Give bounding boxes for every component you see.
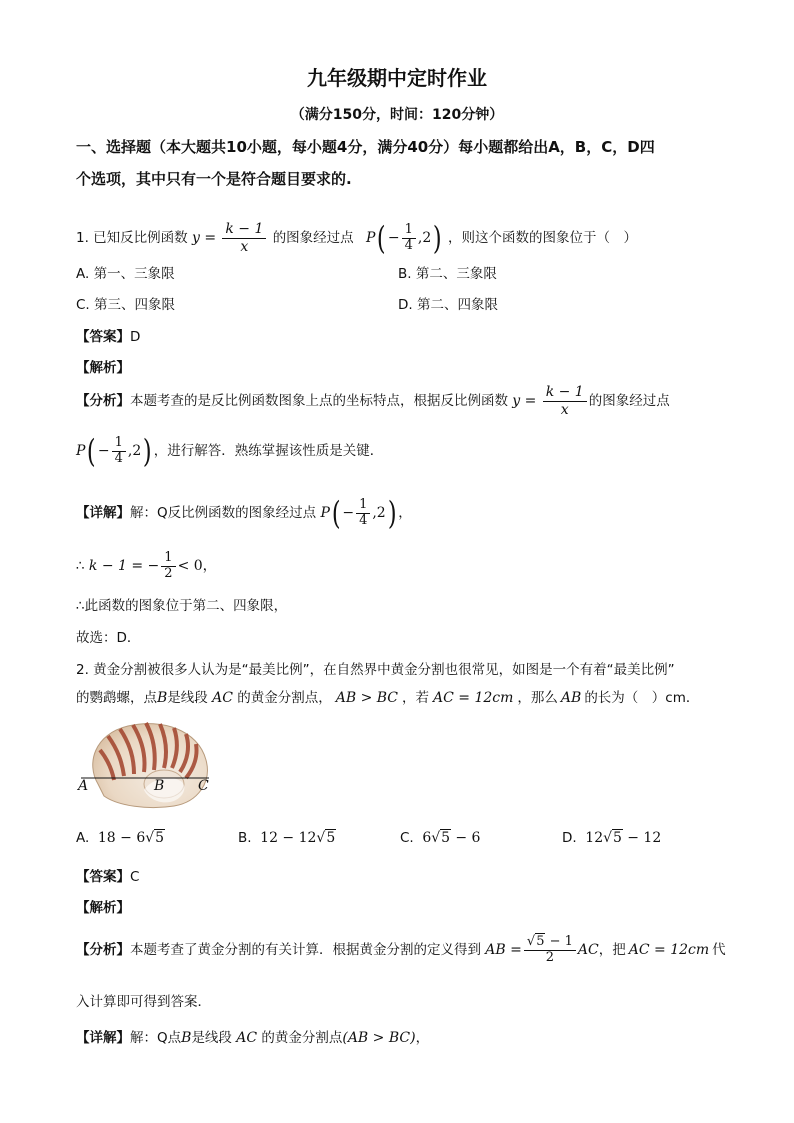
q1-fenxi-point-tail: ,2 bbox=[127, 443, 142, 459]
q1-detail-point-den: 4 bbox=[359, 512, 368, 528]
q2-line2-e: 的黄金分割点， bbox=[237, 690, 332, 706]
q1-fenxi-text2: 的图象经过点 bbox=[588, 393, 670, 409]
q1-point-tail: ,2 bbox=[417, 230, 432, 246]
q1-point-label: P bbox=[365, 230, 376, 246]
q1-detail-point-num: 1 bbox=[356, 498, 370, 514]
q1-point-num: 1 bbox=[402, 223, 416, 239]
q1-prefix: 1. 已知反比例函数 bbox=[76, 230, 188, 246]
q2-detail-text2: 是线段 bbox=[191, 1030, 232, 1046]
q1-fenxi-frac-den: x bbox=[560, 401, 569, 418]
q2-line2-f: AB > BC bbox=[335, 690, 399, 706]
q2-option-c: C. 6√5 − 6 bbox=[400, 830, 481, 846]
q1-step1 bbox=[76, 546, 217, 586]
q2-line2-d: AC bbox=[212, 690, 233, 706]
q1-answer-value: D bbox=[130, 329, 141, 345]
q1-detail-point-label: P bbox=[320, 505, 330, 521]
q1-fenxi-line1 bbox=[76, 378, 670, 424]
q2-fenxi-frac-radicand: 5 bbox=[536, 933, 545, 949]
q1-fenxi-point-frac bbox=[112, 436, 126, 467]
q1-fenxi-fraction bbox=[543, 384, 587, 417]
q1-fenxi-point-den: 4 bbox=[114, 450, 123, 466]
q1-option-b: B. 第二、三象限 bbox=[398, 266, 497, 282]
q2-fenxi-ac: AC bbox=[577, 942, 599, 958]
q1-step1-pre: ∴ bbox=[76, 558, 85, 574]
q1-frac-den: x bbox=[240, 238, 249, 255]
figure-label-b: B bbox=[154, 778, 165, 794]
q1-fraction bbox=[222, 221, 266, 254]
q1-fenxi-label: 【分析】 bbox=[76, 393, 130, 409]
q2-line2-k: 的长为（ ）cm． bbox=[584, 690, 700, 706]
q1-mid: 的图象经过点 bbox=[272, 230, 354, 246]
q1-point-frac bbox=[402, 223, 416, 254]
q1-detail-label: 【详解】 bbox=[76, 505, 130, 521]
section-heading-line2: 个选项，其中只有一个是符合题目要求的. bbox=[76, 170, 352, 188]
q1-option-d: D. 第二、四象限 bbox=[398, 297, 498, 313]
q1-option-a: A. 第一、三象限 bbox=[76, 266, 175, 282]
q2-detail-line bbox=[76, 1026, 429, 1046]
q1-detail-text: 解：Q反比例函数的图象经过点 bbox=[130, 505, 317, 521]
q2-stem-line2 bbox=[76, 686, 699, 706]
q2-optC-radicand: 5 bbox=[441, 830, 451, 846]
q2-optB-a: 12 − 12 bbox=[260, 830, 317, 846]
q1-step2: ∴此函数的图象位于第二、四象限， bbox=[76, 598, 288, 614]
nautilus-shell-image bbox=[78, 716, 212, 812]
q2-analysis-label: 【解析】 bbox=[76, 900, 130, 916]
q2-option-b: B. 12 − 12√5 bbox=[238, 830, 336, 846]
q1-fenxi-text: 本题考查的是反比例函数图象上点的坐标特点，根据反比例函数 bbox=[130, 393, 508, 409]
q2-option-d: D. 12√5 − 12 bbox=[562, 830, 662, 846]
q2-answer bbox=[76, 865, 139, 885]
q1-frac-num: k − 1 bbox=[222, 221, 266, 238]
q2-detail-b: B bbox=[181, 1030, 192, 1046]
q2-stem-line1: 2. 黄金分割被很多人认为是“最美比例”，在自然界中黄金分割也很常见，如图是一个有着“最美比例” bbox=[76, 662, 675, 678]
nautilus-shell-figure bbox=[78, 716, 212, 812]
figure-label-c: C bbox=[198, 778, 209, 794]
q2-line2-c: 是线段 bbox=[167, 690, 208, 706]
q2-optD-label: D. bbox=[562, 830, 577, 846]
page-subtitle: （满分150分，时间：120分钟） bbox=[290, 107, 504, 123]
q2-option-a: A. 18 − 6√5 bbox=[76, 830, 165, 846]
q2-fenxi-mid: ，把 bbox=[598, 942, 626, 958]
q1-stem: 1. 已知反比例函数 y = $\frac{k - 1}{x}$ 的图象经过点 P( − $\frac{1}{4}$ ,2) ，则这个函数的图象位于（ ） bbox=[76, 219, 638, 257]
q1-fenxi-line2-text: ，进行解答．熟练掌握该性质是关键． bbox=[153, 443, 384, 459]
q1-point-den: 4 bbox=[404, 237, 413, 253]
q1-detail-point-tail: ,2 bbox=[372, 505, 386, 521]
q1-step1-den: 2 bbox=[164, 565, 173, 581]
q1-step1-math: k − 1 = − bbox=[88, 558, 160, 574]
q2-fenxi-line2: 入计算即可得到答案． bbox=[76, 994, 211, 1010]
q2-detail-ac: AC bbox=[236, 1030, 258, 1046]
q1-fenxi-frac-num: k − 1 bbox=[543, 384, 587, 401]
q2-optB-label: B. bbox=[238, 830, 252, 846]
section-heading-line1: 一、选择题（本大题共10小题，每小题4分，满分40分）每小题都给出A，B，C，D四 bbox=[76, 138, 655, 156]
q1-y-eq: y = bbox=[191, 230, 217, 246]
q1-answer bbox=[76, 325, 140, 345]
q1-fenxi-line2: P( − $\frac{1}{4}$ ,2) ，进行解答．熟练掌握该性质是关键． bbox=[76, 432, 384, 470]
q2-detail-text3: 的黄金分割点 bbox=[261, 1030, 343, 1046]
figure-label-a: A bbox=[78, 778, 89, 794]
page-title: 九年级期中定时作业 bbox=[307, 66, 487, 90]
q1-fenxi-y-eq: y = bbox=[512, 393, 537, 409]
q2-fenxi-line1 bbox=[76, 926, 726, 974]
q2-fenxi-end: 代 bbox=[712, 942, 726, 958]
q1-step1-frac bbox=[161, 551, 175, 582]
q2-optA-label: A. bbox=[76, 830, 90, 846]
q1-step1-tail: < 0， bbox=[177, 558, 217, 574]
q2-line2-b: B bbox=[157, 690, 168, 706]
q1-suffix: ，则这个函数的图象位于（ ） bbox=[448, 230, 638, 246]
q1-detail-point-frac bbox=[356, 498, 370, 529]
q1-option-c: C. 第三、四象限 bbox=[76, 297, 176, 313]
q2-answer-value: C bbox=[130, 869, 140, 885]
q2-line2-j: AB bbox=[560, 690, 582, 706]
q2-fenxi-frac-num-tail: − 1 bbox=[549, 933, 573, 949]
q2-fenxi-frac-num: √5 − 1 bbox=[524, 935, 576, 951]
q1-answer-label: 【答案】 bbox=[76, 329, 130, 345]
q2-fenxi-frac-den: 2 bbox=[545, 949, 555, 965]
q2-optB-radicand: 5 bbox=[326, 830, 336, 846]
q1-step3: 故选：D． bbox=[76, 630, 141, 646]
q1-fenxi-point-num: 1 bbox=[112, 436, 126, 452]
q1-step1-num: 1 bbox=[161, 551, 175, 567]
q2-optC-label: C. bbox=[400, 830, 414, 846]
q2-optC-b: − 6 bbox=[455, 830, 481, 846]
q2-optC-a: 6 bbox=[422, 830, 432, 846]
q2-fenxi-fraction bbox=[524, 935, 576, 966]
q2-fenxi-ac12: AC = 12cm bbox=[628, 942, 710, 958]
q2-detail-text: 解：Q点 bbox=[130, 1030, 182, 1046]
q2-fenxi-label: 【分析】 bbox=[76, 942, 130, 958]
q2-optA-a: 18 − 6 bbox=[97, 830, 146, 846]
q1-analysis-label: 【解析】 bbox=[76, 360, 130, 376]
q2-optD-a: 12 bbox=[585, 830, 604, 846]
q2-line2-h: AC = 12cm bbox=[433, 690, 514, 706]
q2-line2-i: ，那么 bbox=[517, 690, 558, 706]
q2-fenxi-text: 本题考查了黄金分割的有关计算．根据黄金分割的定义得到 bbox=[130, 942, 481, 958]
q2-optD-radicand: 5 bbox=[613, 830, 622, 846]
q1-detail-line: 【详解】解：Q反比例函数的图象经过点 P( − $\frac{1}{4}$ ,2) ， bbox=[76, 494, 412, 532]
q2-fenxi-ab: AB = bbox=[485, 942, 522, 958]
q2-line2-a: 的鹦鹉螺，点 bbox=[76, 690, 157, 706]
q1-detail-tail: ， bbox=[398, 505, 412, 521]
q2-optA-radicand: 5 bbox=[155, 830, 165, 846]
q2-detail-tail: ， bbox=[415, 1030, 430, 1046]
q2-detail-cond: (AB > BC) bbox=[342, 1030, 416, 1046]
q1-fenxi-point-label: P bbox=[76, 443, 86, 459]
q2-detail-label: 【详解】 bbox=[76, 1030, 130, 1046]
q2-answer-label: 【答案】 bbox=[76, 869, 130, 885]
q2-optD-b: − 12 bbox=[627, 830, 662, 846]
q2-line2-g: ，若 bbox=[402, 690, 430, 706]
